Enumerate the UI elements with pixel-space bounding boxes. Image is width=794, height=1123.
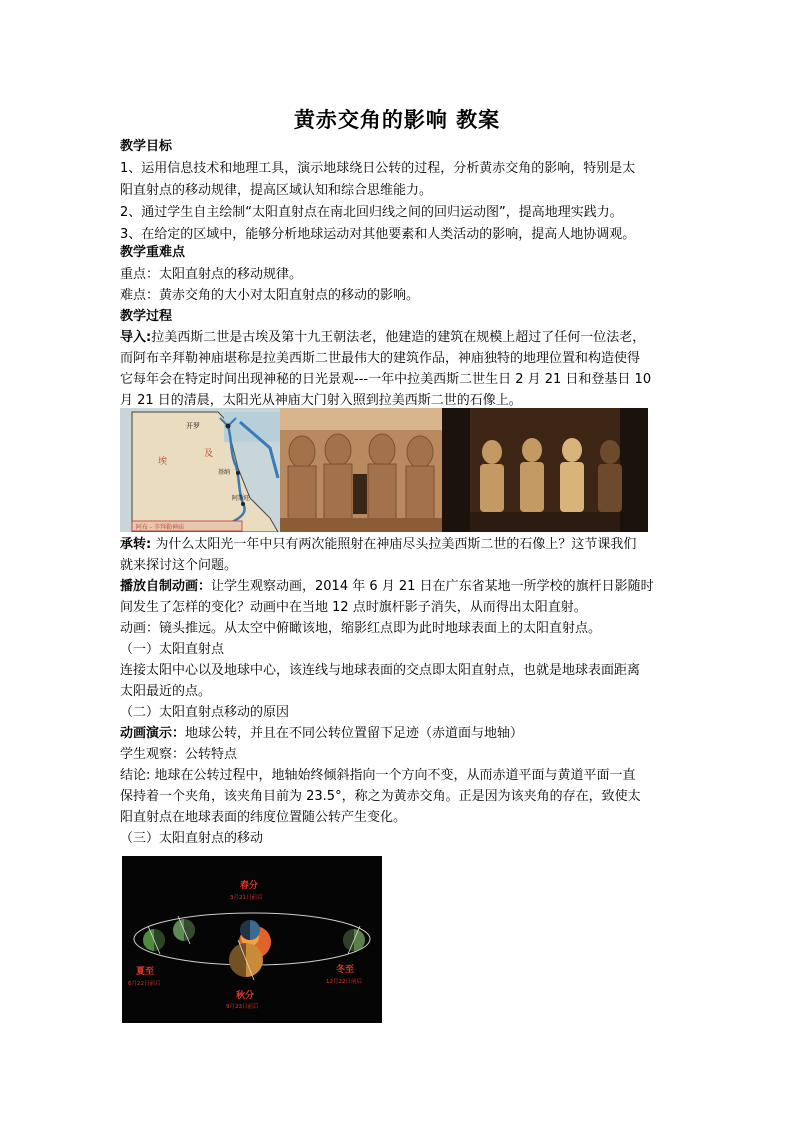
goal-1b: 阳直射点的移动规律，提高区域认知和综合思维能力。 [120,183,433,198]
intro-line-1 [120,328,680,348]
egypt-map [120,408,280,532]
section-1-line-2: 太阳最近的点。 [120,684,212,699]
label-winter: 冬至 [336,965,355,975]
label-spring-date: 3月21日前后 [230,895,263,901]
observe-line: 学生观察：公转特点 [120,747,238,762]
transition-line-1 [120,535,680,555]
map-label-ai: 埃 [158,457,168,467]
anim-line-2: 间发生了怎样的变化？动画中在当地 12 点时旗杆影子消失，从而得出太阳直射。 [120,600,587,615]
goals-heading: 教学目标 [120,139,173,154]
intro-label: 导入: [120,330,152,345]
orbit-diagram [122,856,382,1023]
map-label-cairo: 开罗 [186,422,200,430]
map-label-abu-simbel: 阿布 - 辛拜勒神庙 [136,524,184,531]
section-2-heading: （二）太阳直射点移动的原因 [120,705,290,720]
label-summer: 夏至 [136,967,155,977]
goal-1a: 1、运用信息技术和地理工具，演示地球绕日公转的过程，分析黄赤交角的影响，特别是太 [120,161,636,176]
demo-text: 地球公转，并且在不同公转位置留下足迹（赤道面与地轴） [185,726,524,741]
conclusion-line-2: 保持着一个夹角，该夹角目前为 23.5°，称之为黄赤交角。正是因为该夹角的存在，致使太 [120,789,641,804]
key-focus: 重点：太阳直射点的移动规律。 [120,267,303,282]
label-summer-date: 6月22日前后 [128,981,161,987]
goal-2: 2、通过学生自主绘制“太阳直射点在南北回归线之间的回归运动图”，提高地理实践力。 [120,205,623,220]
intro-text-1: 拉美西斯二世是古埃及第十九王朝法老，他建造的建筑在规模上超过了任何一位法老， [151,330,646,345]
earth-spring-icon [240,920,260,940]
transition-text-1: 为什么太阳光一年中只有两次能照射在神庙尽头拉美西斯二世的石像上？这节课我们 [151,537,637,552]
goal-3: 3、在给定的区域中，能够分析地球运动对其他要素和人类活动的影响，提高人地协调观。 [120,227,636,242]
label-autumn-date: 9月23日前后 [226,1004,259,1010]
map-label-aswan: 阿斯旺 [232,495,251,502]
conclusion-line-3: 阳直射点在地球表面的纬度位置随公转产生变化。 [120,810,407,825]
anim-line-3: 动画：镜头推远。从太空中俯瞰该地，缩影红点即为此时地球表面上的太阳直射点。 [120,621,602,636]
intro-line-4: 月 21 日的清晨，太阳光从神庙大门射入照到拉美西斯二世的石像上。 [120,393,522,408]
intro-line-3: 它每年会在特定时间出现神秘的日光景观---一年中拉美西斯二世生日 2 月 21 日和登基日 10 [120,372,652,387]
label-spring: 春分 [240,881,259,891]
map-label-ji: 及 [204,449,214,459]
section-3-heading: （三）太阳直射点的移动 [120,831,264,846]
conclusion-line-1: 结论: 地球在公转过程中，地轴始终倾斜指向一个方向不变，从而赤道平面与黄道平面一直 [120,768,636,783]
intro-line-2: 而阿布辛拜勒神庙堪称是拉美西斯二世最伟大的建筑作品，神庙独特的地理位置和构造使得 [120,351,641,366]
section-1-line-1: 连接太阳中心以及地球中心，该连线与地球表面的交点即太阳直射点，也就是地球表面距离 [120,663,641,678]
temple-image-strip [120,408,648,532]
temple-facade-photo [280,408,442,532]
anim-label: 播放自制动画： [120,579,212,594]
transition-line-2: 就来探讨这个问题。 [120,558,238,573]
section-1-heading: （一）太阳直射点 [120,642,225,657]
anim-text-1: 让学生观察动画，2014 年 6 月 21 日在广东省某地一所学校的旗杆日影随时 [211,579,654,594]
map-label-jina: 基纳 [218,469,231,476]
temple-interior-photo [442,408,648,532]
demo-label: 动画演示： [120,726,186,741]
key-difficulty: 难点：黄赤交角的大小对太阳直射点的移动的影响。 [120,288,420,303]
demo-line [120,724,680,744]
label-winter-date: 12月22日前后 [326,979,362,985]
process-heading: 教学过程 [120,309,173,324]
key-heading: 教学重难点 [120,245,186,260]
page-title: 黄赤交角的影响 教案 [293,108,501,132]
anim-line-1 [120,577,680,597]
transition-label: 承转: [120,537,152,552]
label-autumn: 秋分 [236,991,255,1001]
